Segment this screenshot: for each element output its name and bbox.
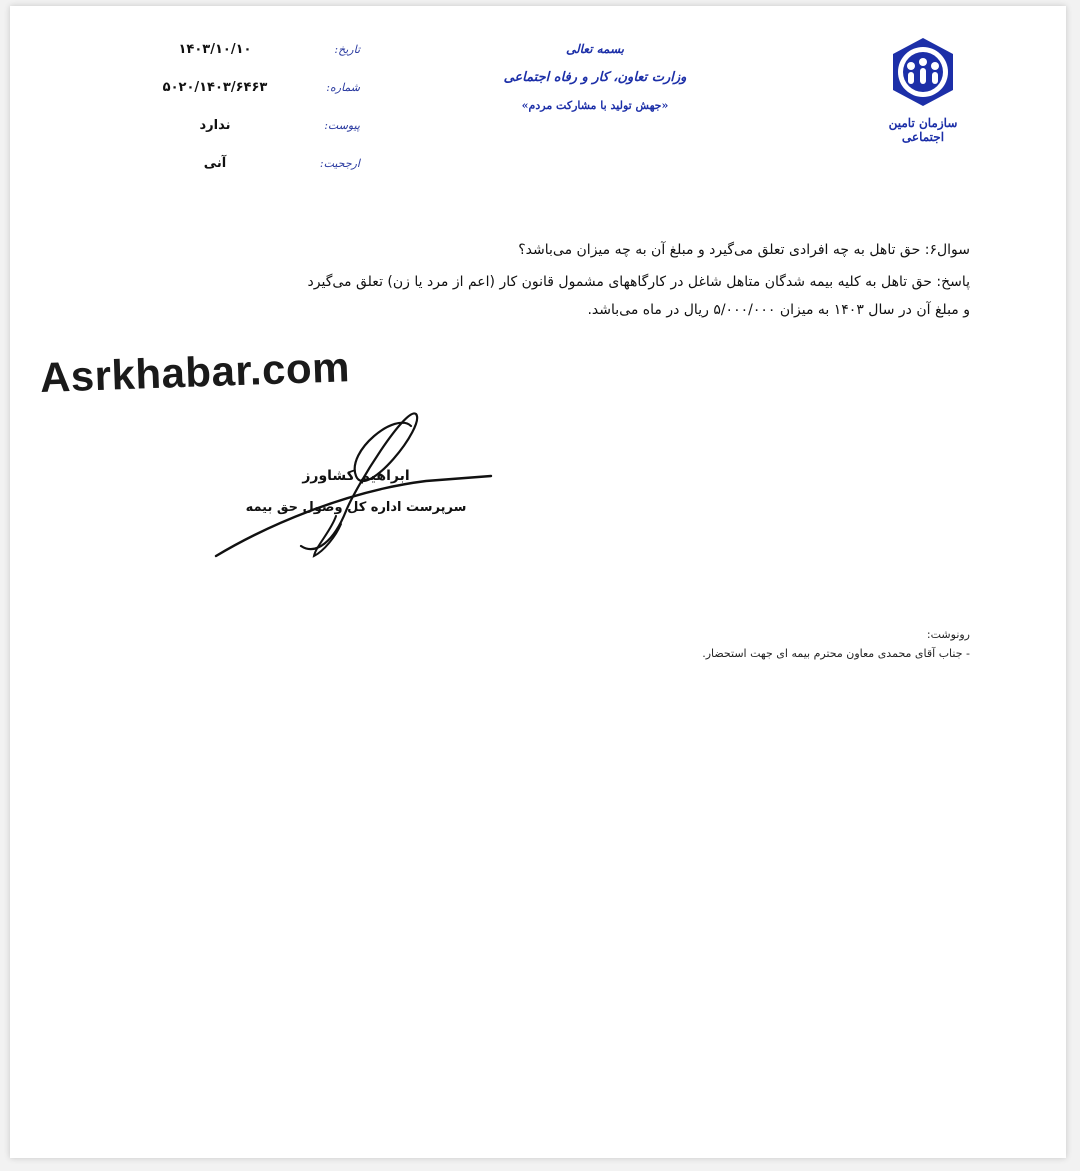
answer-line-2: و مبلغ آن در سال ۱۴۰۳ به میزان ۵/۰۰۰/۰۰۰ ریال در ماه می‌باشد. xyxy=(587,302,970,318)
priority-label: ارجحیت: xyxy=(319,157,360,170)
signature-block xyxy=(206,406,506,576)
question-text: سوال۶: حق تاهل به چه افرادی تعلق می‌گیرد و مبلغ آن به چه میزان می‌باشد؟ xyxy=(518,242,970,258)
attachment-label: پیوست: xyxy=(324,119,360,132)
cc-line: - جناب آقای محمدی معاون محترم بیمه ای جهت استحضار. xyxy=(702,647,970,660)
bismillah: بسمه تعالی xyxy=(565,42,625,56)
priority-row xyxy=(130,156,360,194)
number-value: ۵۰۲۰/۱۴۰۳/۶۴۶۳ xyxy=(162,80,268,95)
ministry-header xyxy=(490,42,700,112)
date-value: ۱۴۰۳/۱۰/۱۰ xyxy=(178,42,252,57)
number-row xyxy=(130,80,360,118)
date-label: تاریخ: xyxy=(334,43,360,56)
organization-logo xyxy=(868,36,978,146)
watermark: Asrkhabar.com xyxy=(39,343,351,401)
cc-label: رونوشت: xyxy=(926,628,970,641)
attachment-row xyxy=(130,118,360,156)
letter-page xyxy=(10,6,1066,1158)
signatory-title: سرپرست اداره کل وصول حق بیمه xyxy=(245,500,467,515)
letter-body xyxy=(130,238,970,322)
attachment-value: ندارد xyxy=(199,118,231,133)
slogan: «جهش تولید با مشارکت مردم» xyxy=(521,99,669,112)
ministry-name: وزارت تعاون، کار و رفاه اجتماعی xyxy=(503,70,687,85)
number-label: شماره: xyxy=(326,81,360,94)
logo-emblem-icon xyxy=(887,36,959,108)
priority-value: آنی xyxy=(203,156,227,171)
letter-meta xyxy=(130,42,360,194)
signatory-name: ابراهیم کشاورز xyxy=(302,468,410,484)
logo-caption: سازمان تامین اجتماعی xyxy=(888,116,958,144)
answer-line-1: پاسخ: حق تاهل به کلیه بیمه شدگان متاهل شاغل در کارگاههای مشمول قانون کار (اعم از مرد یا زن) تعلق می‌گیرد xyxy=(307,274,970,290)
date-row xyxy=(130,42,360,80)
handwritten-signature-icon xyxy=(206,406,506,576)
carbon-copy-block xyxy=(490,628,970,660)
